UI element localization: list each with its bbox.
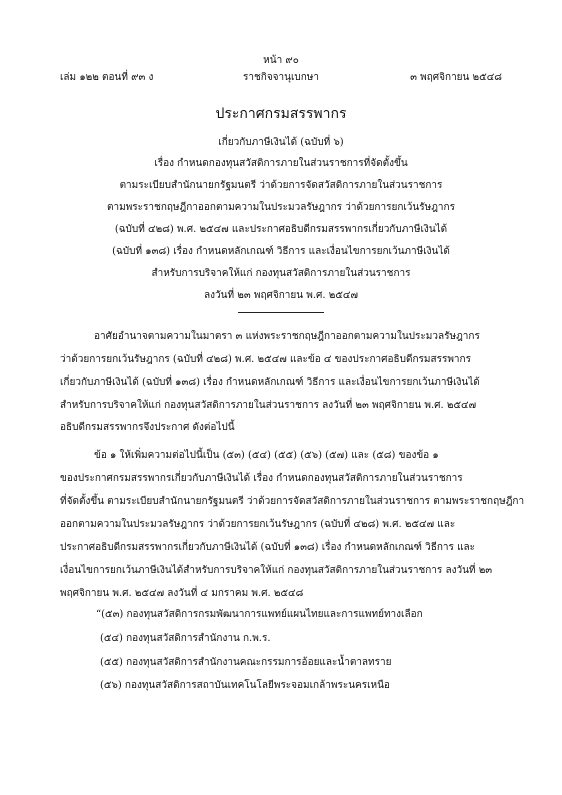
list-item: (๕๖) กองทุนสวัสดิการสถาบันเทคโนโลยีพระจอมเกล้าพระนครเหนือ xyxy=(100,680,390,691)
page-number: หน้า ๙๐ xyxy=(263,55,299,66)
subtitle-line: เรื่อง กำหนดกองทุนสวัสดิการภายในส่วนราชการที่จัดตั้งขึ้น xyxy=(154,158,408,169)
paragraph-line: เกี่ยวกับภาษีเงินได้ (ฉบับที่ ๑๓๘) เรื่อง กำหนดหลักเกณฑ์ วิธีการ และเงื่อนไขการยกเว้นภาษีเงินได้ xyxy=(60,377,480,388)
subtitle-line: เกี่ยวกับภาษีเงินได้ (ฉบับที่ ๖) xyxy=(218,137,344,148)
list-item: (๕๔) กองทุนสวัสดิการสำนักงาน ก.พ.ร. xyxy=(100,633,271,644)
list-item: “(๕๓) กองทุนสวัสดิการกรมพัฒนาการแพทย์แผนไทยและการแพทย์ทางเลือก xyxy=(96,609,423,620)
paragraph-line: อธิบดีกรมสรรพากรจึงประกาศ ดังต่อไปนี้ xyxy=(60,422,235,433)
paragraph-line: ที่จัดตั้งขึ้น ตามระเบียบสำนักนายกรัฐมนตรี ว่าด้วยการจัดสวัสดิการภายในส่วนราชการ ตามพระราชกฤษฎีกา xyxy=(60,496,525,507)
paragraph-line: ว่าด้วยการยกเว้นรัษฎากร (ฉบับที่ ๔๒๘) พ.ศ. ๒๕๔๗ และข้อ ๔ ของประกาศอธิบดีกรมสรรพากร xyxy=(60,354,471,365)
paragraph-line: อาศัยอำนาจตามความในมาตรา ๓ แห่งพระราชกฤษฎีกาออกตามความในประมวลรัษฎากร xyxy=(94,331,480,342)
subtitle-line: ลงวันที่ ๒๓ พฤศจิกายน พ.ศ. ๒๕๔๗ xyxy=(204,290,358,301)
volume-number: เล่ม ๑๒๒ ตอนที่ ๙๓ ง xyxy=(60,72,154,83)
subtitle-line: (ฉบับที่ ๔๒๘) พ.ศ. ๒๕๔๗ และประกาศอธิบดีกรมสรรพากรเกี่ยวกับภาษีเงินได้ xyxy=(114,224,448,235)
paragraph-line: สำหรับการบริจาคให้แก่ กองทุนสวัสดิการภายในส่วนราชการ ลงวันที่ ๒๓ พฤศจิกายน พ.ศ. ๒๕๔๗ xyxy=(60,400,477,411)
subtitle-line: ตามพระราชกฤษฎีกาออกตามความในประมวลรัษฎากร ว่าด้วยการยกเว้นรัษฎากร xyxy=(107,202,455,213)
announcement-title: ประกาศกรมสรรพากร xyxy=(215,106,347,122)
publication-name: ราชกิจจานุเบกษา xyxy=(242,72,320,83)
paragraph-line: ออกตามความในประมวลรัษฎากร ว่าด้วยการยกเว้นรัษฎากร (ฉบับที่ ๔๒๘) พ.ศ. ๒๕๔๗ และ xyxy=(60,519,456,530)
paragraph-line: พฤศจิกายน พ.ศ. ๒๕๔๗ ลงวันที่ ๔ มกราคม พ.ศ. ๒๕๔๘ xyxy=(60,588,304,599)
subtitle-line: ตามระเบียบสำนักนายกรัฐมนตรี ว่าด้วยการจัดสวัสดิการภายในส่วนราชการ xyxy=(119,180,443,191)
subtitle-line: สำหรับการบริจาคให้แก่ กองทุนสวัสดิการภายในส่วนราชการ xyxy=(151,268,411,279)
publication-date: ๓ พฤศจิกายน ๒๕๔๘ xyxy=(410,72,502,83)
paragraph-line: ข้อ ๑ ให้เพิ่มความต่อไปนี้เป็น (๕๓) (๕๔) (๕๕) (๕๖) (๕๗) และ (๕๘) ของข้อ ๑ xyxy=(94,450,439,461)
title-divider xyxy=(238,312,324,313)
paragraph-line: ของประกาศกรมสรรพากรเกี่ยวกับภาษีเงินได้ เรื่อง กำหนดกองทุนสวัสดิการภายในส่วนราชการ xyxy=(60,473,463,484)
gazette-header xyxy=(60,70,502,84)
paragraph-line: ประกาศอธิบดีกรมสรรพากรเกี่ยวกับภาษีเงินได้ (ฉบับที่ ๑๓๘) เรื่อง กำหนดหลักเกณฑ์ วิธีการ และ xyxy=(60,542,476,553)
list-item: (๕๕) กองทุนสวัสดิการสำนักงานคณะกรรมการอ้อยและน้ำตาลทราย xyxy=(100,657,392,668)
subtitle-line: (ฉบับที่ ๑๓๘) เรื่อง กำหนดหลักเกณฑ์ วิธีการ และเงื่อนไขการยกเว้นภาษีเงินได้ xyxy=(112,246,450,257)
paragraph-line: เงื่อนไขการยกเว้นภาษีเงินได้สำหรับการบริจาคให้แก่ กองทุนสวัสดิการภายในส่วนราชการ ลงวันที่ ๒๓ xyxy=(60,565,493,576)
